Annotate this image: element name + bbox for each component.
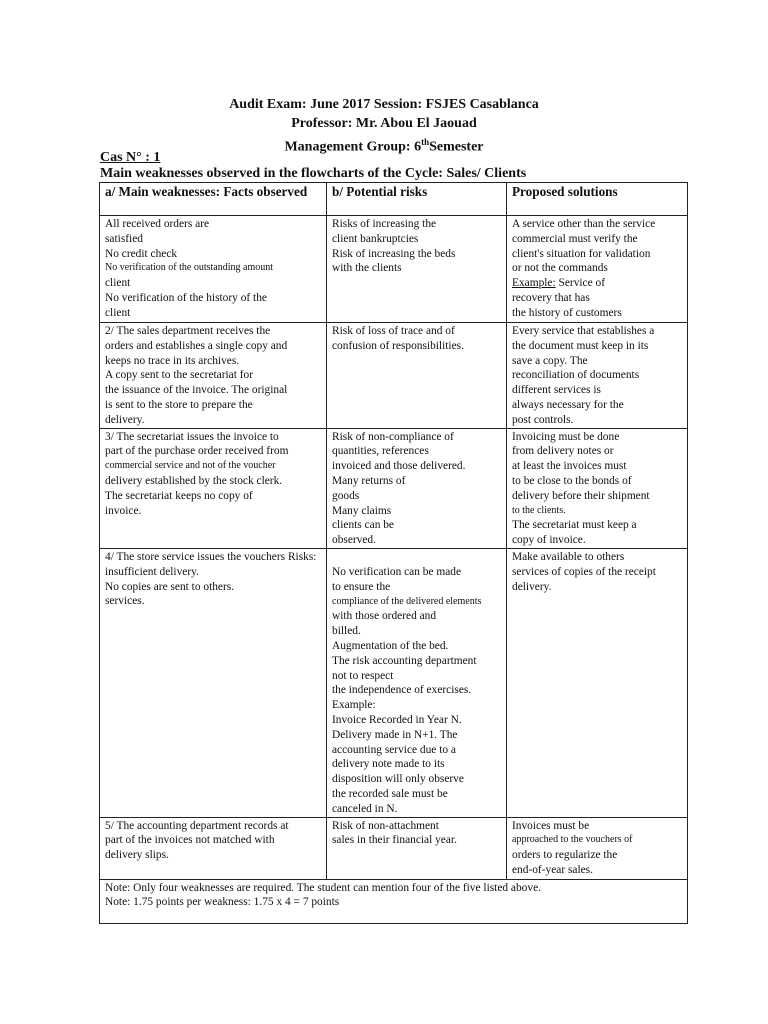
weakness-table	[99, 182, 688, 924]
solutions-cell: Invoices must be approached to the vouchers of orders to regularize the end-of-year sales.	[507, 817, 688, 879]
solutions-cell: Make available to others services of copies of the receipt delivery.	[507, 548, 688, 817]
header-risks: b/ Potential risks	[327, 183, 507, 216]
exam-header	[0, 95, 768, 157]
table-row	[100, 323, 688, 429]
note-line: Note: 1.75 points per weakness: 1.75 x 4 = 7 points	[105, 896, 340, 909]
table-row	[100, 817, 688, 879]
facts-cell: 3/ The secretariat issues the invoice to part of the purchase order received from commercial service and not of the voucher delivery established by the stock clerk. The secretariat keeps no copy of invoice.	[100, 428, 327, 548]
table-header-row	[100, 183, 688, 216]
group-line: Management Group: 6thSemester	[284, 137, 484, 155]
professor-line: Professor: Mr. Abou El Jaouad	[291, 116, 477, 131]
section-subtitle: Main weaknesses observed in the flowcharts of the Cycle: Sales/ Clients	[100, 166, 527, 181]
risks-cell: Risks of increasing the client bankruptcies Risk of increasing the beds with the clients	[327, 216, 507, 323]
exam-title: Audit Exam: June 2017 Session: FSJES Casablanca	[229, 97, 539, 112]
note-cell	[100, 879, 688, 923]
facts-cell: 5/ The accounting department records at part of the invoices not matched with delivery slips.	[100, 817, 327, 879]
header-solutions: Proposed solutions	[507, 183, 688, 216]
risks-cell: No verification can be made to ensure the compliance of the delivered elements with those ordered and billed. Augmentation of the bed. The risk accounting department not to respect the independence of exercises. Example: Invoice Recorded in Year N. Delivery made in N+1. The accounting service due to a delivery note made to its disposition will only observe the recorded sale must be canceled in N.	[327, 548, 507, 817]
note-line: Note: Only four weaknesses are required. The student can mention four of the five listed above.	[105, 881, 541, 894]
risks-cell: Risk of non-attachment sales in their financial year.	[327, 817, 507, 879]
table-row	[100, 428, 688, 548]
risks-cell: Risk of non-compliance of quantities, references invoiced and those delivered. Many returns of goods Many claims clients can be observed.	[327, 428, 507, 548]
header-facts: a/ Main weaknesses: Facts observed	[100, 183, 327, 216]
solutions-cell: Every service that establishes a the document must keep in its save a copy. The reconciliation of documents different services is always necessary for the post controls.	[507, 323, 688, 429]
table-row	[100, 548, 688, 817]
case-label: Cas N° : 1	[100, 150, 161, 165]
solutions-cell: A service other than the service commercial must verify the client's situation for validation or not the commands Example: Service of recovery that has the history of customers	[507, 216, 688, 323]
solutions-cell: Invoicing must be done from delivery notes or at least the invoices must to be close to the bonds of delivery before their shipment to the clients. The secretariat must keep a copy of invoice.	[507, 428, 688, 548]
facts-cell: 2/ The sales department receives the orders and establishes a single copy and keeps no trace in its archives. A copy sent to the secretariat for the issuance of the invoice. The original is sent to the store to prepare the delivery.	[100, 323, 327, 429]
risks-cell: Risk of loss of trace and of confusion of responsibilities.	[327, 323, 507, 429]
facts-cell: All received orders are satisfied No credit check No verification of the outstanding amount client No verification of the history of the client	[100, 216, 327, 323]
table-row	[100, 216, 688, 323]
facts-cell: 4/ The store service issues the vouchers Risks: insufficient delivery. No copies are sent to others. services.	[100, 548, 327, 817]
note-row	[100, 879, 688, 923]
